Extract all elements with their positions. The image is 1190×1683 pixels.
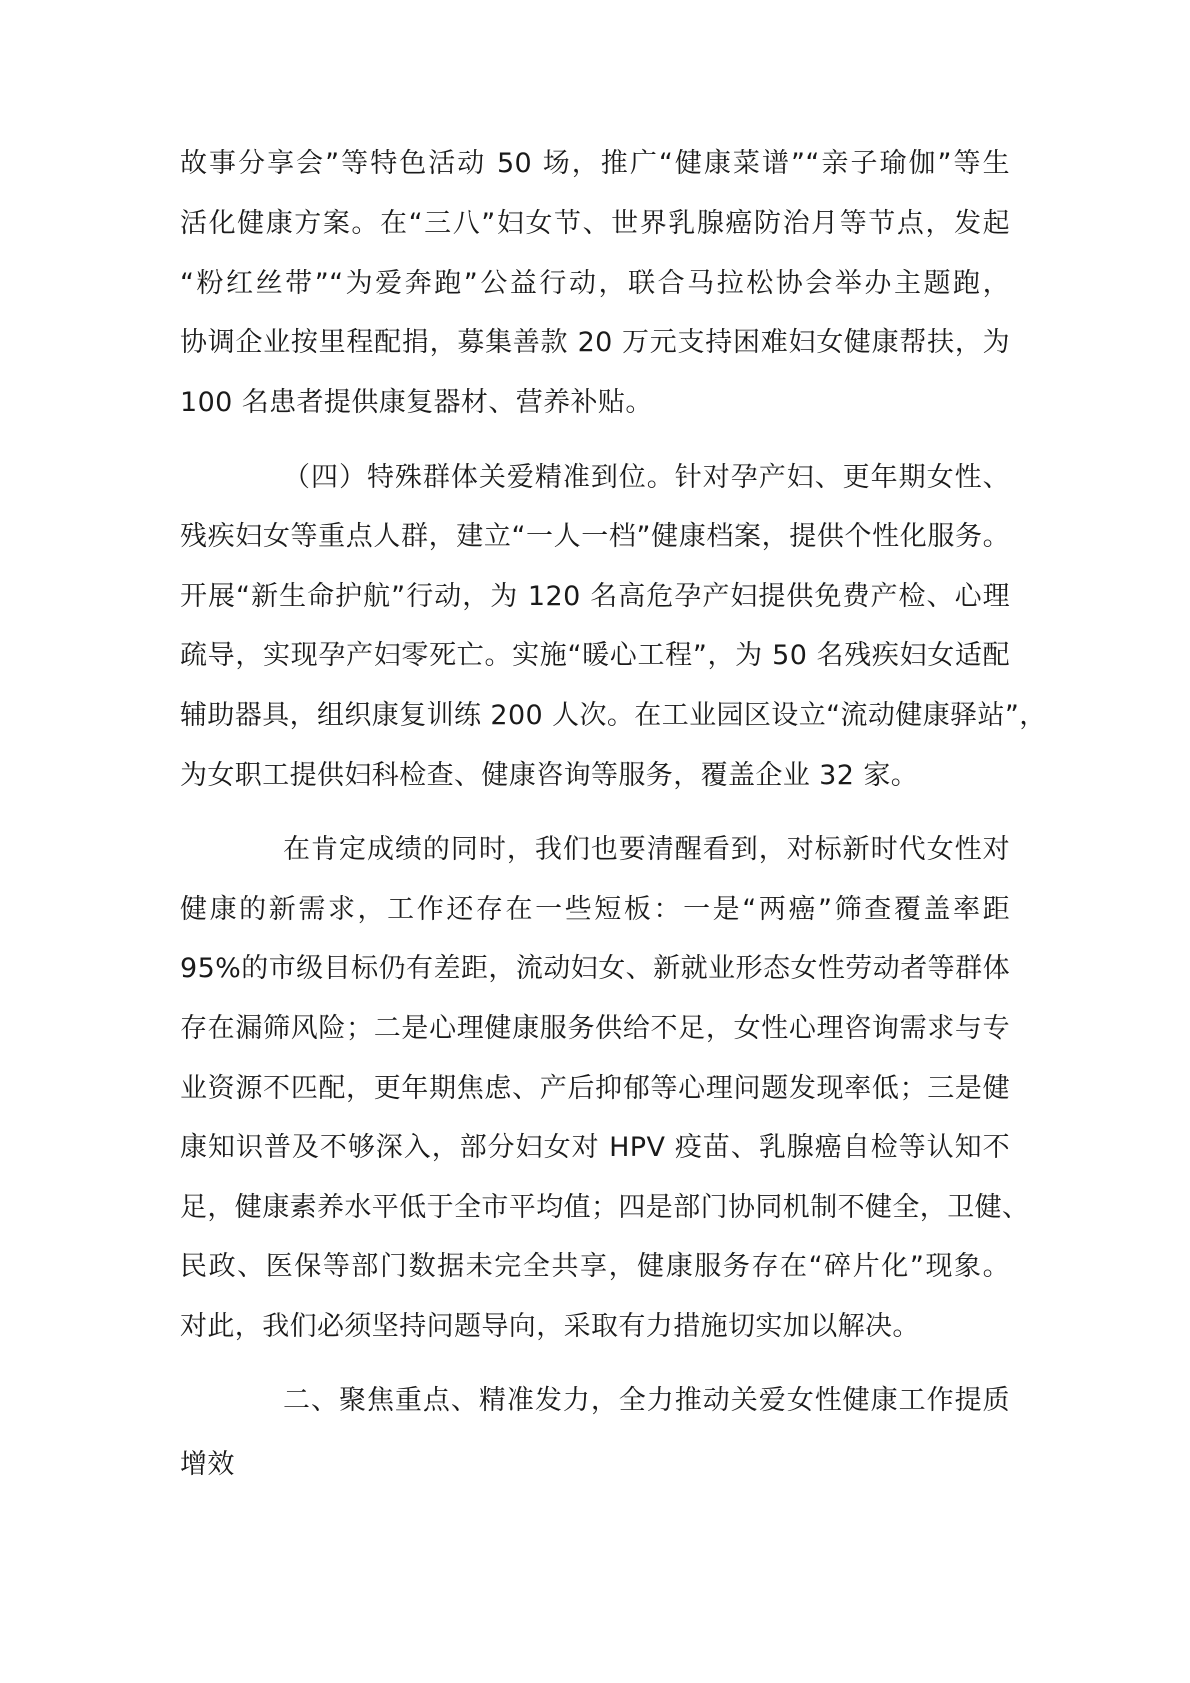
chapter-heading-line: 增效 (180, 1449, 235, 1480)
text-line: 100 名患者提供康复器材、营养补贴。 (180, 387, 653, 418)
chapter-heading-line: 二、聚焦重点、精准发力，全力推动关爱女性健康工作提质 (283, 1385, 1010, 1416)
text-line: 协调企业按里程配捐，募集善款 20 万元支持困难妇女健康帮扶，为 (180, 327, 1010, 358)
text-line: 足，健康素养水平低于全市平均值；四是部门协同机制不健全，卫健、 (180, 1192, 1030, 1223)
text-line: 健康的新需求，工作还存在一些短板：一是“两癌”筛查覆盖率距 (180, 894, 1010, 925)
text-line: 开展“新生命护航”行动，为 120 名高危孕产妇提供免费产检、心理 (180, 581, 1010, 612)
text-line: 残疾妇女等重点人群，建立“一人一档”健康档案，提供个性化服务。 (180, 521, 1010, 552)
text-line: 业资源不匹配，更年期焦虑、产后抑郁等心理问题发现率低；三是健 (180, 1073, 1010, 1104)
text-line: 辅助器具，组织康复训练 200 人次。在工业园区设立“流动健康驿站”， (180, 700, 1047, 731)
text-line: 故事分享会”等特色活动 50 场，推广“健康菜谱”“亲子瑜伽”等生 (180, 148, 1010, 179)
text-line: 对此，我们必须坚持问题导向，采取有力措施切实加以解决。 (180, 1311, 920, 1342)
text-line: 95%的市级目标仍有差距，流动妇女、新就业形态女性劳动者等群体 (180, 953, 1010, 984)
text-line: “粉红丝带”“为爱奔跑”公益行动，联合马拉松协会举办主题跑， (180, 268, 1010, 299)
text-line: 民政、医保等部门数据未完全共享，健康服务存在“碎片化”现象。 (180, 1251, 1010, 1282)
text-line: 为女职工提供妇科检查、健康咨询等服务，覆盖企业 32 家。 (180, 760, 919, 791)
paragraph-first-line: 在肯定成绩的同时，我们也要清醒看到，对标新时代女性对 (283, 834, 1010, 865)
text-line: 疏导，实现孕产妇零死亡。实施“暖心工程”，为 50 名残疾妇女适配 (180, 640, 1010, 671)
section-heading-line: （四）特殊群体关爱精准到位。针对孕产妇、更年期女性、 (283, 462, 1010, 493)
text-line: 存在漏筛风险；二是心理健康服务供给不足，女性心理咨询需求与专 (180, 1013, 1010, 1044)
text-line: 康知识普及不够深入，部分妇女对 HPV 疫苗、乳腺癌自检等认知不 (180, 1132, 1010, 1163)
text-line: 活化健康方案。在“三八”妇女节、世界乳腺癌防治月等节点，发起 (180, 208, 1010, 239)
